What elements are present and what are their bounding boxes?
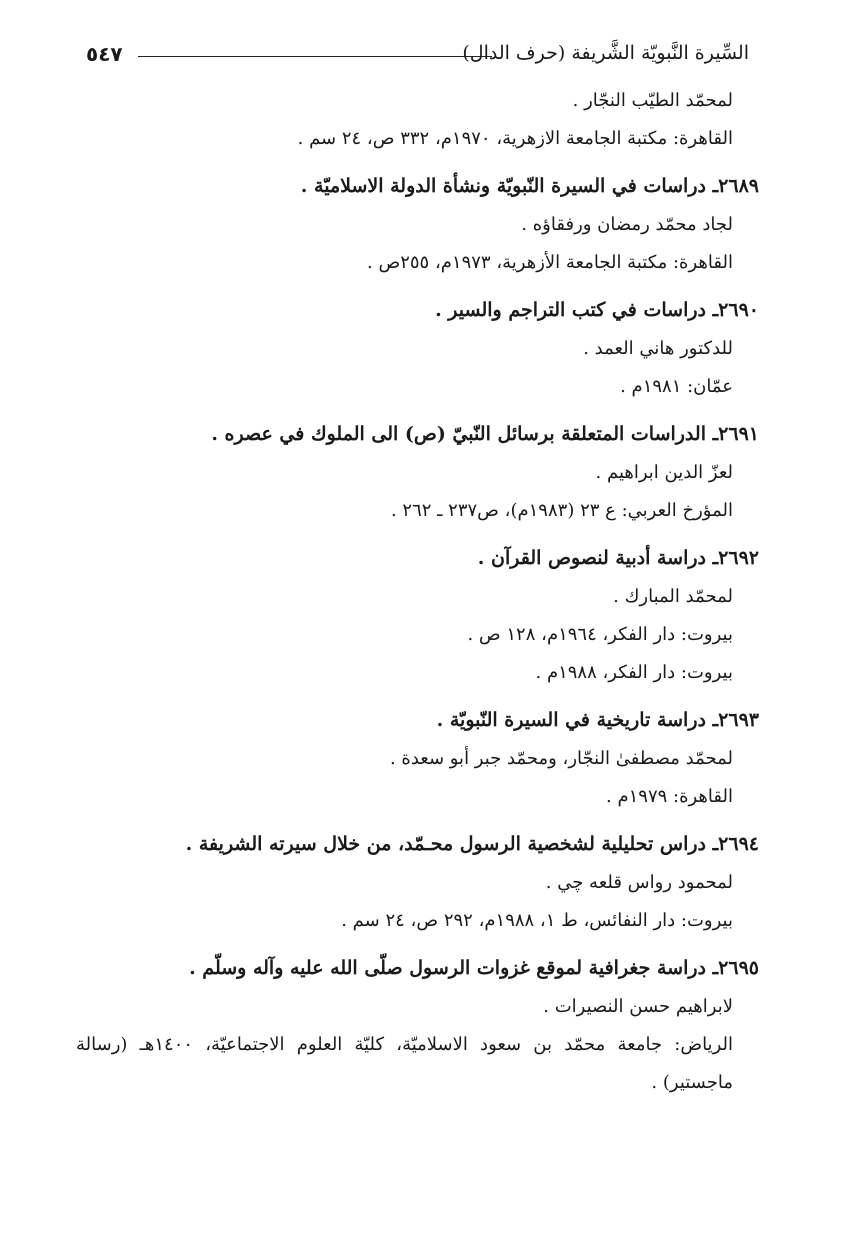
entry-title: ٢٦٩٤ـ دراس تحليلية لشخصية الرسول محـمّد، من خلال سيرته الشريفة . <box>185 833 759 855</box>
running-title: السِّيرة النَّبويّة الشَّريفة (حرف الدال) <box>462 42 749 64</box>
entry-2690 <box>86 290 759 406</box>
entry-publication: القاهرة: مكتبة الجامعة الأزهرية، ١٩٧٣م، ٢٥٥ص . <box>367 252 733 273</box>
entry-title: ٢٦٩٣ـ دراسة تاريخية في السيرة النّبويّة . <box>436 709 759 731</box>
page-number: ٥٤٧ <box>86 42 123 66</box>
entry-title: ٢٦٩٠ـ دراسات في كتب التراجم والسير . <box>435 299 759 321</box>
entry-publication: عمّان: ١٩٨١م . <box>620 376 733 397</box>
entry-author: لعزّ الدين ابراهيم . <box>595 462 733 483</box>
entry-2689 <box>86 166 759 282</box>
entry-author: لمحمود رواس قلعه چي . <box>545 872 733 893</box>
entry-2693 <box>86 700 759 816</box>
entry-publication: بيروت: دار الفكر، ١٩٨٨م . <box>535 662 733 683</box>
entry-publication: بيروت: دار النفائس، ط ١، ١٩٨٨م، ٢٩٢ ص، ٢٤ سم . <box>341 910 733 931</box>
entry-author: لمحمّد مصطفىٰ النجّار، ومحمّد جبر أبو سعدة . <box>389 748 733 769</box>
header-rule <box>138 56 492 57</box>
entry-publication: القاهرة: ١٩٧٩م . <box>606 786 733 807</box>
entry-author: للدكتور هاني العمد . <box>583 338 733 359</box>
entry-title: ٢٦٩٢ـ دراسة أدبية لنصوص القرآن . <box>477 547 759 569</box>
entry-2694 <box>86 824 759 940</box>
entry-title: ٢٦٩٥ـ دراسة جغرافية لموقع غزوات الرسول صلّى الله عليه وآله وسلّم . <box>189 957 759 979</box>
entry-2695 <box>76 948 759 1102</box>
entry-continued <box>86 82 751 158</box>
entry-author: لمحمّد المبارك . <box>613 586 733 607</box>
entry-publication: القاهرة: مكتبة الجامعة الازهرية، ١٩٧٠م، ٣٣٢ ص، ٢٤ سم . <box>297 128 733 149</box>
entry-publication: المؤرخ العربي: ع ٢٣ (١٩٨٣م)، ص٢٣٧ ـ ٢٦٢ . <box>390 500 733 521</box>
entry-publication: بيروت: دار الفكر، ١٩٦٤م، ١٢٨ ص . <box>467 624 733 645</box>
entry-2692 <box>86 538 759 692</box>
entry-author: لابراهيم حسن النصيرات . <box>543 996 733 1017</box>
bibliography-list <box>76 82 759 1102</box>
entry-author: لمحمّد الطيّب النجّار . <box>572 90 733 111</box>
running-header <box>86 42 749 72</box>
entry-title: ٢٦٩١ـ الدراسات المتعلقة برسائل النّبيّ (ص) الى الملوك في عصره . <box>211 423 759 445</box>
entry-2691 <box>86 414 759 530</box>
entry-title: ٢٦٨٩ـ دراسات في السيرة النّبويّة ونشأة الدولة الاسلاميّة . <box>300 175 759 197</box>
entry-publication: الرياض: جامعة محمّد بن سعود الاسلاميّة، كليّة العلوم الاجتماعيّة، ١٤٠٠هـ (رسالة ماجستير) . <box>76 1034 733 1093</box>
entry-author: لجاد محمّد رمضان ورفقاؤه . <box>521 214 733 235</box>
